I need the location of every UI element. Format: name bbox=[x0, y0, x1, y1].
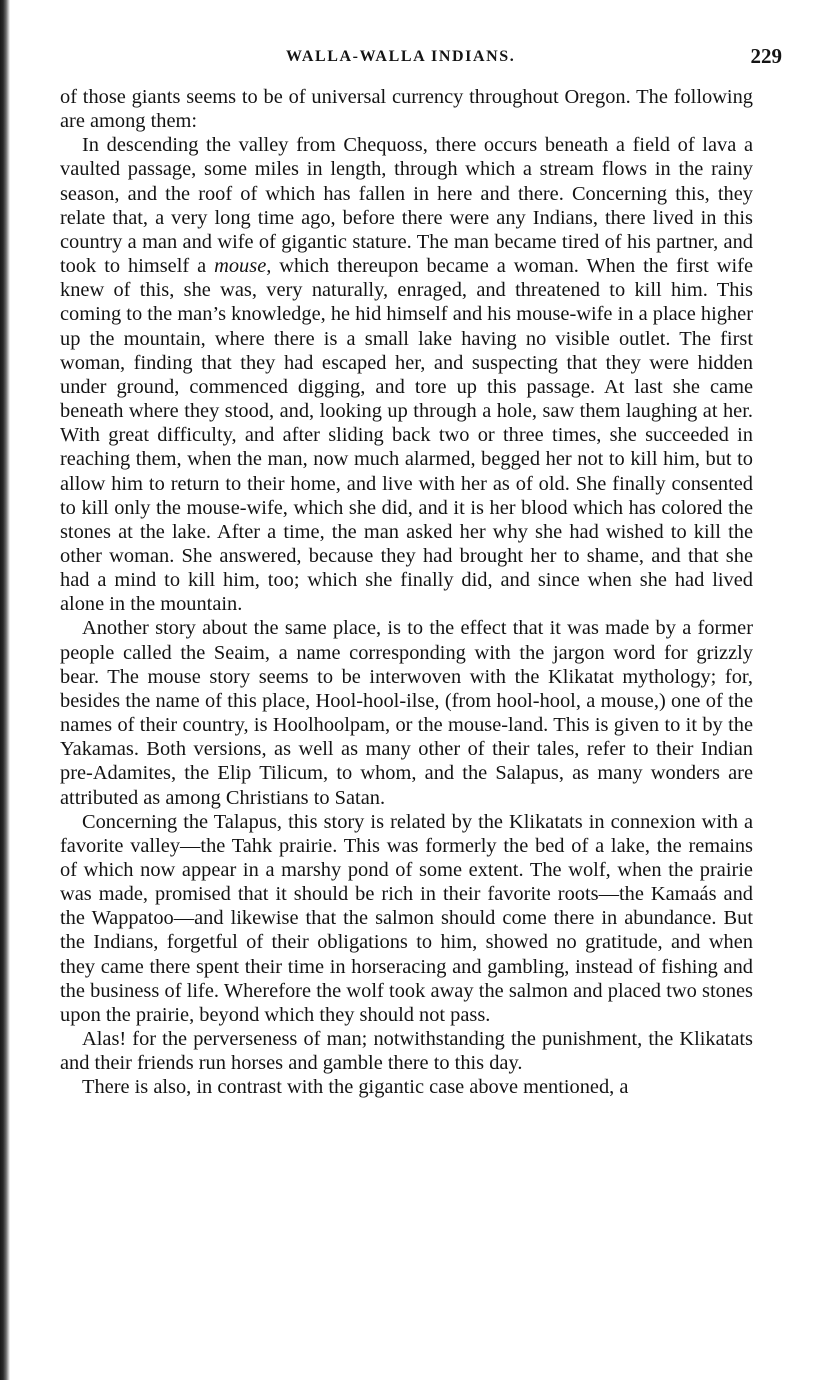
paragraph-text: In descending the valley from Chequoss, there occurs beneath a field of lava a vaulted passage, some miles in length, through which a stream flows in the rainy season, and the roof of which has fallen in here and there. Concerning this, they relate that, a very long time ago, before there were any Indians, there lived in this country a man and wife of gigantic stature. The man became tired of his partner, and took to himself a bbox=[60, 134, 753, 278]
paragraph-final: There is also, in contrast with the gigantic case above mentioned, a bbox=[82, 1076, 629, 1099]
paragraph-seaim-story: Another story about the same place, is to the effect that it was made by a former people called the Seaim, a name corresponding with the jargon word for grizzly bear. The mouse story seems to be interwoven with the Klikatat mythology; for, besides the name of this place, Hool-hool-ilse, (from hool-hool, a mouse,) one of the names of their country, is Hoolhoolpam, or the mouse-land. This is given to it by the Yakamas. Both versions, as well as many other of their tales, refer to their Indian pre-Adamites, the Elip Tilicum, to whom, and the Salapus, as many wonders are attributed as among Christians to Satan. bbox=[60, 617, 753, 809]
page-header bbox=[60, 44, 782, 76]
paragraph-text-after: which thereupon became a woman. When the first wife knew of this, she was, very naturally, enraged, and threatened to kill him. This coming to the man’s knowledge, he hid himself and his mouse-wife in a place higher up the mountain, where there is a small lake having no visible outlet. The first woman, finding that they had escaped her, and suspecting that they were hidden under ground, commenced digging, and tore up this passage. At last she came beneath where they stood, and, looking up through a hole, saw them laughing at her. With great difficulty, and after sliding back two or three times, she succeeded in reaching them, when the man, now much alarmed, begged her not to kill him, but to allow him to return to their home, and live with her as of old. She finally consented to kill only the mouse-wife, which she did, and it is her blood which has colored the stones at the lake. After a time, the man asked her why she had wished to kill the other woman. She answered, because they had brought her to shame, and that she had a mind to kill him, too; which she finally did, and since when she had lived alone in the mountain. bbox=[60, 255, 754, 616]
page-number: 229 bbox=[750, 44, 782, 68]
running-head: WALLA-WALLA INDIANS. bbox=[286, 48, 516, 65]
paragraph-giants-legend bbox=[60, 133, 753, 616]
paragraph-talapus-story: Concerning the Talapus, this story is related by the Klikatats in connexion with a favorite valley—the Tahk prairie. This was formerly the bed of a lake, the remains of which now appear in a marshy pond of some extent. The wolf, when the prairie was made, promised that it should be rich in their favorite roots—the Kamaás and the Wappatoo—and likewise that the salmon should come there in abundance. But the Indians, forgetful of their obligations to him, showed no gratitude, and when they came there spent their time in horseracing and gambling, instead of fishing and the business of life. Wherefore the wolf took away the salmon and placed two stones upon the prairie, beyond which they should not pass. bbox=[60, 810, 753, 1026]
body-text bbox=[60, 85, 753, 1100]
paragraph-continuation: of those giants seems to be of universal currency throughout Oregon. The following are among them: bbox=[60, 86, 753, 133]
page-edge-shadow bbox=[0, 0, 10, 1380]
paragraph-alas: Alas! for the perverseness of man; notwithstanding the punishment, the Klikatats and their friends run horses and gamble there to this day. bbox=[60, 1028, 753, 1075]
emphasis-mouse: mouse, bbox=[214, 255, 272, 278]
